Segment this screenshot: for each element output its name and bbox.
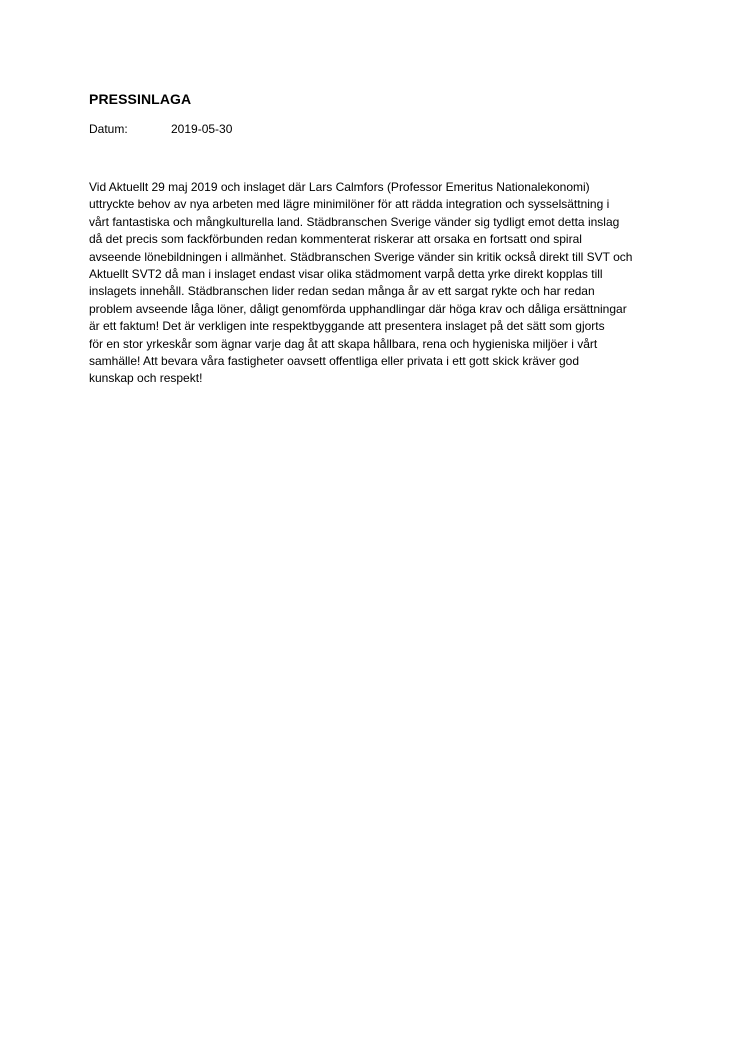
- body-line: uttryckte behov av nya arbeten med lägre minimilöner för att rädda integration och sysselsättning i: [89, 197, 610, 212]
- body-line: Aktuellt SVT2 då man i inslaget endast visar olika städmoment varpå detta yrke direkt kopplas till: [89, 267, 603, 282]
- date-label: Datum:: [89, 122, 128, 136]
- body-line: inslagets innehåll. Städbranschen lider redan sedan många år av ett sargat rykte och har redan: [89, 284, 595, 299]
- body-paragraph: [89, 179, 669, 388]
- body-line: samhälle! Att bevara våra fastigheter oavsett offentliga eller privata i ett gott skick kräver god: [89, 354, 580, 369]
- date-row: [89, 122, 232, 136]
- body-line: för en stor yrkeskår som ägnar varje dag åt att skapa hållbara, rena och hygieniska miljöer i vårt: [89, 336, 598, 351]
- body-line: problem avseende låga löner, dåligt genomförda upphandlingar där höga krav och dåliga ersättningar: [89, 301, 627, 316]
- date-value: 2019-05-30: [171, 122, 233, 136]
- body-line: då det precis som fackförbunden redan kommenterat riskerar att orsaka en fortsatt ond spiral: [89, 232, 582, 247]
- body-line: Vid Aktuellt 29 maj 2019 och inslaget där Lars Calmfors (Professor Emeritus Nationalekonomi): [89, 180, 590, 194]
- document-title: PRESSINLAGA: [89, 91, 192, 107]
- body-line: avseende lönebildningen i allmänhet. Städbranschen Sverige vänder sin kritik också direkt till SVT och: [89, 249, 633, 264]
- body-line: kunskap och respekt!: [89, 371, 203, 386]
- body-line: vårt fantastiska och mångkulturella land. Städbranschen Sverige vänder sig tydligt emot detta inslag: [89, 214, 620, 229]
- body-line: är ett faktum! Det är verkligen inte respektbyggande att presentera inslaget på det sätt som gjorts: [89, 319, 605, 334]
